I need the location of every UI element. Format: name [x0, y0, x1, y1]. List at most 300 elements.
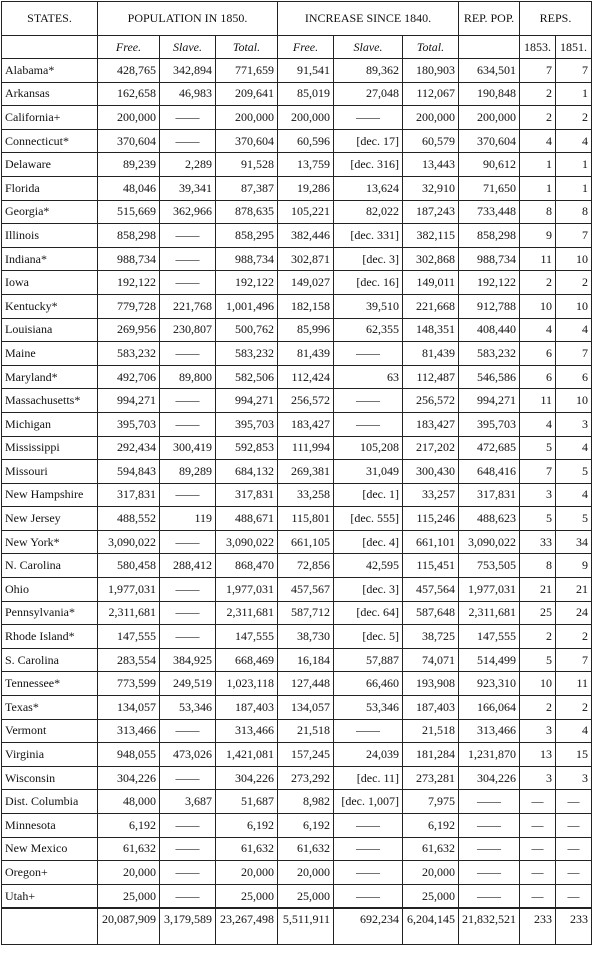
reps-1851-cell: 9: [556, 554, 592, 578]
reps-1851-cell: 8: [556, 200, 592, 224]
slave-1850-cell: ——: [160, 719, 216, 743]
free-1850-cell: 948,055: [98, 743, 160, 767]
total-1850-cell: 61,632: [216, 837, 278, 861]
free-1850-cell: 580,458: [98, 554, 160, 578]
reps-1851-cell: 11: [556, 672, 592, 696]
free-1850-cell: 89,239: [98, 153, 160, 177]
table-row: [2, 342, 592, 366]
reps-1851-cell: 1: [556, 82, 592, 106]
total-1850-cell: 2,311,681: [216, 601, 278, 625]
table-row: [2, 106, 592, 130]
total-1850-cell: 87,387: [216, 176, 278, 200]
table-row: [2, 766, 592, 790]
slave-increase-cell: [dec. 3]: [334, 578, 403, 602]
reps-1853-cell: —: [520, 814, 556, 838]
state-name-cell: Tennessee*: [2, 672, 98, 696]
free-1850-cell: 147,555: [98, 625, 160, 649]
slave-1850-cell: 288,412: [160, 554, 216, 578]
state-name-cell: S. Carolina: [2, 648, 98, 672]
table-row: [2, 436, 592, 460]
free-1850-cell: 269,956: [98, 318, 160, 342]
total-increase-cell: 256,572: [403, 389, 459, 413]
total-rep-pop-cell: 21,832,521: [459, 908, 520, 945]
subheader-rep-pop-empty: [459, 36, 520, 59]
free-1850-cell: 370,604: [98, 129, 160, 153]
free-increase-cell: 661,105: [278, 530, 334, 554]
total-increase-cell: 112,487: [403, 365, 459, 389]
table-row: [2, 176, 592, 200]
subheader-total: Total.: [216, 36, 278, 59]
slave-increase-cell: ——: [334, 389, 403, 413]
reps-1851-cell: 34: [556, 530, 592, 554]
free-increase-cell: 13,759: [278, 153, 334, 177]
free-increase-cell: 112,424: [278, 365, 334, 389]
rep-pop-cell: 648,416: [459, 460, 520, 484]
slave-1850-cell: ——: [160, 247, 216, 271]
header-row: [2, 2, 592, 36]
reps-1851-cell: 7: [556, 224, 592, 248]
table-row: [2, 672, 592, 696]
free-1850-cell: 48,046: [98, 176, 160, 200]
reps-1853-cell: 21: [520, 578, 556, 602]
free-increase-cell: 81,439: [278, 342, 334, 366]
subheader-slave: Slave.: [160, 36, 216, 59]
table-row: [2, 696, 592, 720]
total-increase-cell: 61,632: [403, 837, 459, 861]
total-total-increase-cell: 6,204,145: [403, 908, 459, 945]
free-1850-cell: 428,765: [98, 59, 160, 83]
slave-1850-cell: 119: [160, 507, 216, 531]
slave-1850-cell: 39,341: [160, 176, 216, 200]
free-1850-cell: 488,552: [98, 507, 160, 531]
reps-1853-cell: —: [520, 837, 556, 861]
free-increase-cell: 61,632: [278, 837, 334, 861]
total-1850-cell: 51,687: [216, 790, 278, 814]
total-1850-cell: 187,403: [216, 696, 278, 720]
total-increase-cell: 187,403: [403, 696, 459, 720]
slave-1850-cell: ——: [160, 578, 216, 602]
free-increase-cell: 587,712: [278, 601, 334, 625]
free-increase-cell: 269,381: [278, 460, 334, 484]
rep-pop-cell: 733,448: [459, 200, 520, 224]
state-name-cell: Ohio: [2, 578, 98, 602]
reps-1853-cell: 10: [520, 294, 556, 318]
total-free-1850-cell: 20,087,909: [98, 908, 160, 945]
slave-increase-cell: [dec. 5]: [334, 625, 403, 649]
reps-1853-cell: 1: [520, 176, 556, 200]
free-1850-cell: 61,632: [98, 837, 160, 861]
free-1850-cell: 292,434: [98, 436, 160, 460]
slave-1850-cell: ——: [160, 224, 216, 248]
free-1850-cell: 313,466: [98, 719, 160, 743]
rep-pop-cell: 190,848: [459, 82, 520, 106]
free-increase-cell: 182,158: [278, 294, 334, 318]
total-1850-cell: 583,232: [216, 342, 278, 366]
table-row: [2, 82, 592, 106]
reps-1851-cell: 2: [556, 625, 592, 649]
total-increase-cell: 457,564: [403, 578, 459, 602]
total-reps-1853-cell: 233: [520, 908, 556, 945]
reps-1853-cell: 11: [520, 247, 556, 271]
table-row: [2, 224, 592, 248]
slave-increase-cell: 57,887: [334, 648, 403, 672]
reps-1853-cell: 8: [520, 554, 556, 578]
total-increase-cell: 300,430: [403, 460, 459, 484]
total-1850-cell: 1,001,496: [216, 294, 278, 318]
rep-pop-cell: 514,499: [459, 648, 520, 672]
state-name-cell: Mississippi: [2, 436, 98, 460]
free-increase-cell: 105,221: [278, 200, 334, 224]
slave-1850-cell: 53,346: [160, 696, 216, 720]
subheader-increase-slave: Slave.: [334, 36, 403, 59]
total-increase-cell: 60,579: [403, 129, 459, 153]
state-name-cell: Vermont: [2, 719, 98, 743]
rep-pop-cell: ——: [459, 814, 520, 838]
slave-increase-cell: [dec. 64]: [334, 601, 403, 625]
table-row: [2, 861, 592, 885]
free-increase-cell: 91,541: [278, 59, 334, 83]
rep-pop-cell: ——: [459, 837, 520, 861]
slave-1850-cell: 249,519: [160, 672, 216, 696]
state-name-cell: Alabama*: [2, 59, 98, 83]
reps-1853-cell: 5: [520, 648, 556, 672]
reps-1853-cell: 8: [520, 200, 556, 224]
reps-1853-cell: 2: [520, 106, 556, 130]
total-1850-cell: 868,470: [216, 554, 278, 578]
total-increase-cell: 302,868: [403, 247, 459, 271]
state-name-cell: Florida: [2, 176, 98, 200]
free-1850-cell: 304,226: [98, 766, 160, 790]
rep-pop-cell: 3,090,022: [459, 530, 520, 554]
slave-increase-cell: 24,039: [334, 743, 403, 767]
slave-increase-cell: 27,048: [334, 82, 403, 106]
rep-pop-cell: 988,734: [459, 247, 520, 271]
table-row: [2, 247, 592, 271]
table-row: [2, 365, 592, 389]
total-1850-cell: 3,090,022: [216, 530, 278, 554]
table-row: [2, 153, 592, 177]
reps-1853-cell: 3: [520, 483, 556, 507]
rep-pop-cell: 1,977,031: [459, 578, 520, 602]
free-increase-cell: 85,019: [278, 82, 334, 106]
state-name-cell: Massachusetts*: [2, 389, 98, 413]
subheader-increase-total: Total.: [403, 36, 459, 59]
reps-1851-cell: 1: [556, 176, 592, 200]
rep-pop-cell: 166,064: [459, 696, 520, 720]
rep-pop-cell: 923,310: [459, 672, 520, 696]
state-name-cell: Wisconsin: [2, 766, 98, 790]
free-increase-cell: 273,292: [278, 766, 334, 790]
state-name-cell: Dist. Columbia: [2, 790, 98, 814]
total-increase-cell: 32,910: [403, 176, 459, 200]
slave-1850-cell: ——: [160, 412, 216, 436]
total-1850-cell: 1,977,031: [216, 578, 278, 602]
slave-1850-cell: ——: [160, 271, 216, 295]
free-increase-cell: 134,057: [278, 696, 334, 720]
reps-1853-cell: 25: [520, 601, 556, 625]
state-name-cell: Iowa: [2, 271, 98, 295]
slave-1850-cell: 230,807: [160, 318, 216, 342]
slave-increase-cell: [dec. 1]: [334, 483, 403, 507]
total-1850-cell: 994,271: [216, 389, 278, 413]
rep-pop-cell: 395,703: [459, 412, 520, 436]
state-name-cell: Louisiana: [2, 318, 98, 342]
reps-1853-cell: 4: [520, 318, 556, 342]
state-name-cell: Texas*: [2, 696, 98, 720]
reps-1853-cell: 4: [520, 129, 556, 153]
reps-1853-cell: —: [520, 884, 556, 908]
free-1850-cell: 779,728: [98, 294, 160, 318]
slave-increase-cell: [dec. 555]: [334, 507, 403, 531]
reps-1851-cell: 10: [556, 247, 592, 271]
header-rep-pop: REP. POP.: [459, 2, 520, 36]
free-increase-cell: 157,245: [278, 743, 334, 767]
reps-1851-cell: 4: [556, 436, 592, 460]
total-increase-cell: 7,975: [403, 790, 459, 814]
reps-1851-cell: 2: [556, 106, 592, 130]
free-increase-cell: 183,427: [278, 412, 334, 436]
rep-pop-cell: 1,231,870: [459, 743, 520, 767]
free-increase-cell: 200,000: [278, 106, 334, 130]
slave-1850-cell: ——: [160, 389, 216, 413]
state-name-cell: Indiana*: [2, 247, 98, 271]
reps-1853-cell: 4: [520, 412, 556, 436]
total-1850-cell: 209,641: [216, 82, 278, 106]
reps-1853-cell: 33: [520, 530, 556, 554]
slave-increase-cell: 13,624: [334, 176, 403, 200]
reps-1851-cell: 7: [556, 59, 592, 83]
total-slave-1850-cell: 3,179,589: [160, 908, 216, 945]
free-increase-cell: 25,000: [278, 884, 334, 908]
free-1850-cell: 200,000: [98, 106, 160, 130]
table-row: [2, 129, 592, 153]
slave-1850-cell: ——: [160, 625, 216, 649]
total-1850-cell: 20,000: [216, 861, 278, 885]
free-1850-cell: 583,232: [98, 342, 160, 366]
total-1850-cell: 25,000: [216, 884, 278, 908]
total-increase-cell: 193,908: [403, 672, 459, 696]
total-1850-cell: 395,703: [216, 412, 278, 436]
state-name-cell: Maine: [2, 342, 98, 366]
free-1850-cell: 988,734: [98, 247, 160, 271]
reps-1853-cell: 13: [520, 743, 556, 767]
rep-pop-cell: 994,271: [459, 389, 520, 413]
reps-1851-cell: 4: [556, 318, 592, 342]
reps-1851-cell: 3: [556, 412, 592, 436]
header-states: STATES.: [2, 2, 98, 36]
state-name-cell: Pennsylvania*: [2, 601, 98, 625]
rep-pop-cell: 2,311,681: [459, 601, 520, 625]
slave-increase-cell: 89,362: [334, 59, 403, 83]
total-increase-cell: 38,725: [403, 625, 459, 649]
slave-1850-cell: ——: [160, 814, 216, 838]
slave-1850-cell: 384,925: [160, 648, 216, 672]
slave-increase-cell: ——: [334, 719, 403, 743]
slave-1850-cell: ——: [160, 884, 216, 908]
reps-1853-cell: —: [520, 790, 556, 814]
state-name-cell: Connecticut*: [2, 129, 98, 153]
total-1850-cell: 200,000: [216, 106, 278, 130]
free-1850-cell: 6,192: [98, 814, 160, 838]
slave-increase-cell: ——: [334, 814, 403, 838]
total-1850-cell: 91,528: [216, 153, 278, 177]
total-1850-cell: 313,466: [216, 719, 278, 743]
slave-increase-cell: [dec. 4]: [334, 530, 403, 554]
free-1850-cell: 48,000: [98, 790, 160, 814]
total-increase-cell: 181,284: [403, 743, 459, 767]
subheader-reps-1853: 1853.: [520, 36, 556, 59]
table-row: [2, 507, 592, 531]
slave-1850-cell: 3,687: [160, 790, 216, 814]
table-row: [2, 648, 592, 672]
slave-increase-cell: ——: [334, 837, 403, 861]
table-row: [2, 59, 592, 83]
reps-1851-cell: —: [556, 790, 592, 814]
reps-1851-cell: 3: [556, 766, 592, 790]
free-1850-cell: 594,843: [98, 460, 160, 484]
total-1850-cell: 988,734: [216, 247, 278, 271]
table-row: [2, 554, 592, 578]
reps-1851-cell: —: [556, 837, 592, 861]
slave-increase-cell: ——: [334, 412, 403, 436]
subheader-free: Free.: [98, 36, 160, 59]
slave-1850-cell: 46,983: [160, 82, 216, 106]
slave-1850-cell: ——: [160, 106, 216, 130]
census-table: [1, 1, 592, 945]
free-1850-cell: 994,271: [98, 389, 160, 413]
total-1850-cell: 878,635: [216, 200, 278, 224]
total-increase-cell: 273,281: [403, 766, 459, 790]
free-increase-cell: 302,871: [278, 247, 334, 271]
rep-pop-cell: 304,226: [459, 766, 520, 790]
total-1850-cell: 771,659: [216, 59, 278, 83]
table-row: [2, 837, 592, 861]
reps-1851-cell: 4: [556, 719, 592, 743]
slave-1850-cell: ——: [160, 861, 216, 885]
table-row: [2, 271, 592, 295]
state-name-cell: Georgia*: [2, 200, 98, 224]
slave-increase-cell: [dec. 11]: [334, 766, 403, 790]
free-increase-cell: 20,000: [278, 861, 334, 885]
reps-1851-cell: 4: [556, 129, 592, 153]
reps-1853-cell: 2: [520, 625, 556, 649]
state-name-cell: New Jersey: [2, 507, 98, 531]
total-free-increase-cell: 5,511,911: [278, 908, 334, 945]
reps-1853-cell: 2: [520, 82, 556, 106]
free-1850-cell: 858,298: [98, 224, 160, 248]
slave-increase-cell: 62,355: [334, 318, 403, 342]
free-increase-cell: 38,730: [278, 625, 334, 649]
total-slave-increase-cell: 692,234: [334, 908, 403, 945]
free-1850-cell: 492,706: [98, 365, 160, 389]
slave-1850-cell: ——: [160, 483, 216, 507]
slave-increase-cell: [dec. 3]: [334, 247, 403, 271]
slave-increase-cell: 66,460: [334, 672, 403, 696]
reps-1853-cell: 7: [520, 460, 556, 484]
rep-pop-cell: ——: [459, 861, 520, 885]
free-increase-cell: 60,596: [278, 129, 334, 153]
reps-1853-cell: 5: [520, 436, 556, 460]
state-name-cell: Illinois: [2, 224, 98, 248]
total-1850-cell: 684,132: [216, 460, 278, 484]
subheader-reps-1851: 1851.: [556, 36, 592, 59]
slave-1850-cell: 2,289: [160, 153, 216, 177]
total-increase-cell: 20,000: [403, 861, 459, 885]
free-1850-cell: 515,669: [98, 200, 160, 224]
free-increase-cell: 21,518: [278, 719, 334, 743]
total-increase-cell: 148,351: [403, 318, 459, 342]
free-increase-cell: 8,982: [278, 790, 334, 814]
slave-increase-cell: 63: [334, 365, 403, 389]
reps-1853-cell: 6: [520, 342, 556, 366]
header-reps: REPS.: [520, 2, 592, 36]
reps-1851-cell: 15: [556, 743, 592, 767]
table-row: [2, 578, 592, 602]
table-body: [2, 59, 592, 945]
slave-increase-cell: [dec. 331]: [334, 224, 403, 248]
total-1850-cell: 1,023,118: [216, 672, 278, 696]
table-row: [2, 483, 592, 507]
subheader-row: [2, 36, 592, 59]
total-1850-cell: 858,295: [216, 224, 278, 248]
reps-1851-cell: 4: [556, 483, 592, 507]
total-1850-cell: 1,421,081: [216, 743, 278, 767]
reps-1851-cell: —: [556, 861, 592, 885]
rep-pop-cell: ——: [459, 790, 520, 814]
slave-increase-cell: 39,510: [334, 294, 403, 318]
free-1850-cell: 317,831: [98, 483, 160, 507]
total-increase-cell: 587,648: [403, 601, 459, 625]
state-name-cell: Maryland*: [2, 365, 98, 389]
reps-1853-cell: 10: [520, 672, 556, 696]
state-name-cell: Kentucky*: [2, 294, 98, 318]
total-increase-cell: 21,518: [403, 719, 459, 743]
table-row: [2, 719, 592, 743]
reps-1853-cell: 1: [520, 153, 556, 177]
total-1850-cell: 304,226: [216, 766, 278, 790]
rep-pop-cell: 90,612: [459, 153, 520, 177]
reps-1851-cell: 2: [556, 271, 592, 295]
total-increase-cell: 661,101: [403, 530, 459, 554]
total-1850-cell: 192,122: [216, 271, 278, 295]
rep-pop-cell: 753,505: [459, 554, 520, 578]
table-row: [2, 814, 592, 838]
rep-pop-cell: 370,604: [459, 129, 520, 153]
free-increase-cell: 72,856: [278, 554, 334, 578]
rep-pop-cell: 313,466: [459, 719, 520, 743]
slave-1850-cell: ——: [160, 837, 216, 861]
reps-1853-cell: 3: [520, 766, 556, 790]
subheader-empty: [2, 36, 98, 59]
rep-pop-cell: 634,501: [459, 59, 520, 83]
slave-1850-cell: ——: [160, 342, 216, 366]
state-name-cell: Minnesota: [2, 814, 98, 838]
subheader-increase-free: Free.: [278, 36, 334, 59]
slave-1850-cell: 362,966: [160, 200, 216, 224]
total-increase-cell: 33,257: [403, 483, 459, 507]
free-1850-cell: 2,311,681: [98, 601, 160, 625]
header-increase: INCREASE SINCE 1840.: [278, 2, 459, 36]
reps-1851-cell: 21: [556, 578, 592, 602]
slave-1850-cell: 300,419: [160, 436, 216, 460]
total-state-name-cell: [2, 908, 98, 945]
free-1850-cell: 1,977,031: [98, 578, 160, 602]
total-increase-cell: 74,071: [403, 648, 459, 672]
slave-1850-cell: 342,894: [160, 59, 216, 83]
state-name-cell: Oregon+: [2, 861, 98, 885]
table-row: [2, 884, 592, 908]
slave-increase-cell: 31,049: [334, 460, 403, 484]
